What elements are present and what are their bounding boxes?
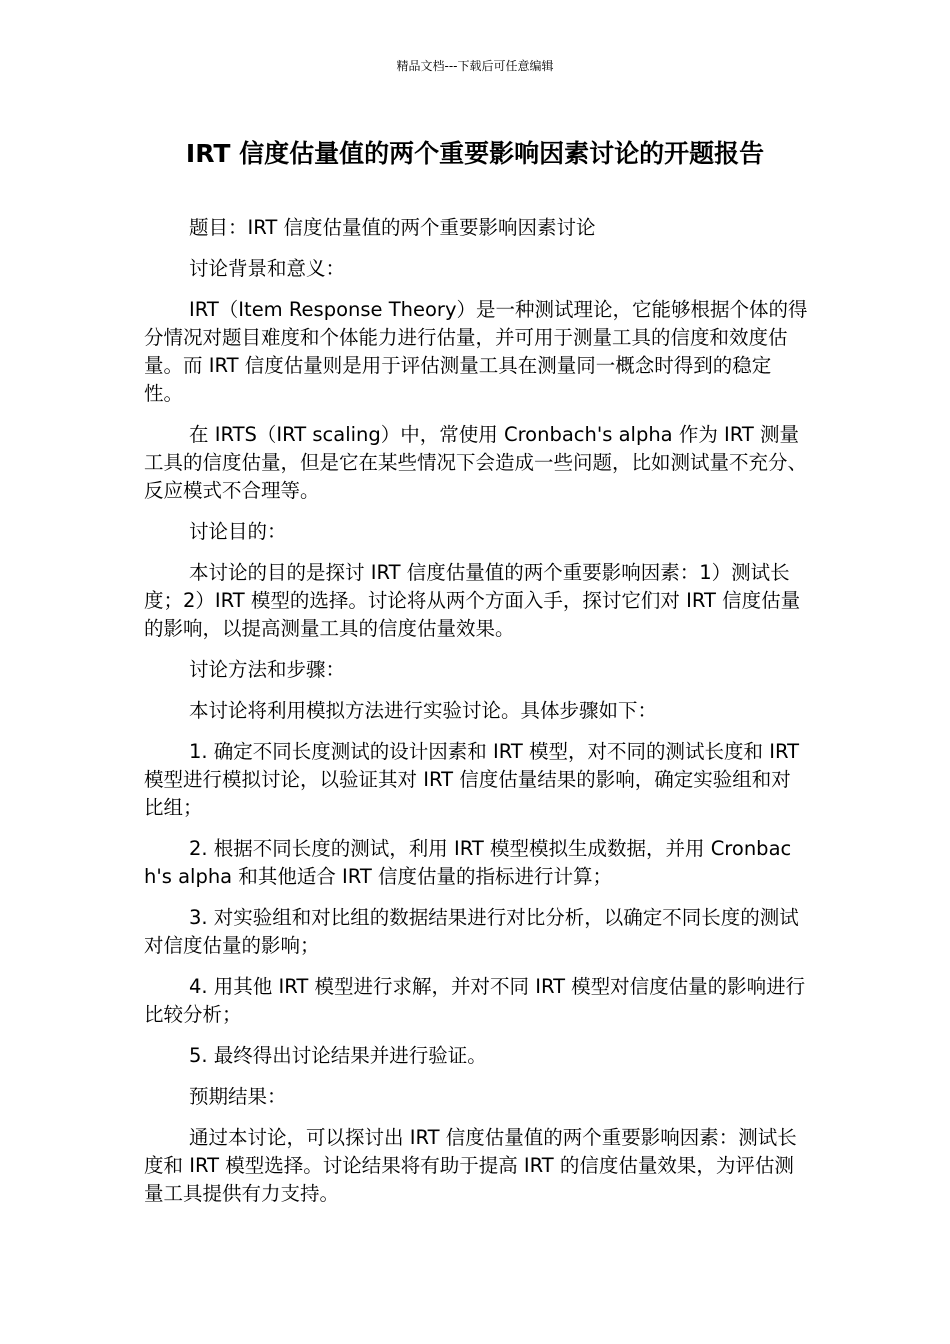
step-1: 1. 确定不同长度测试的设计因素和 IRT 模型，对不同的测试长度和 IRT 模型进行模拟讨论，以验证其对 IRT 信度估量结果的影响，确定实验组和对比组； [144,740,799,819]
paragraph-expected-results: 通过本讨论，可以探讨出 IRT 信度估量值的两个重要影响因素：测试长度和 IRT 模型选择。讨论结果将有助于提高 IRT 的信度估量效果，为评估测量工具提供有力支持。 [144,1126,797,1205]
heading-background: 讨论背景和意义： [189,257,346,280]
document-title: IRT 信度估量值的两个重要影响因素讨论的开题报告 [185,139,765,168]
step-4: 4. 用其他 IRT 模型进行求解，并对不同 IRT 模型对信度估量的影响进行比较分析； [144,975,806,1026]
heading-expected-results: 预期结果： [189,1085,287,1108]
step-3: 3. 对实验组和对比组的数据结果进行对比分析，以确定不同长度的测试对信度估量的影响； [144,906,799,957]
header-note: 精品文档---下载后可任意编辑 [396,59,554,73]
paragraph-background-1: IRT（Item Response Theory）是一种测试理论，它能够根据个体的得分情况对题目难度和个体能力进行估量，并可用于测量工具的信度和效度估量。而 IRT 信度估量则是用于评估测量工具在测量同一概念时得到的稳定性。 [144,298,808,405]
step-2: 2. 根据不同长度的测试，利用 IRT 模型模拟生成数据，并用 Cronbach's alpha 和其他适合 IRT 信度估量的指标进行计算； [144,837,792,888]
step-5: 5. 最终得出讨论结果并进行验证。 [189,1044,487,1067]
heading-methods: 讨论方法和步骤： [189,658,346,681]
paragraph-methods-intro: 本讨论将利用模拟方法进行实验讨论。具体步骤如下： [189,699,658,722]
paragraph-background-2: 在 IRTS（IRT scaling）中，常使用 Cronbach's alpha 作为 IRT 测量工具的信度估量，但是它在某些情况下会造成一些问题，比如测试量不充分、反应模式不合理等。 [144,423,808,502]
document-body [144,214,808,1221]
paragraph-purpose: 本讨论的目的是探讨 IRT 信度估量值的两个重要影响因素：1）测试长度；2）IRT 模型的选择。讨论将从两个方面入手，探讨它们对 IRT 信度估量的影响，以提高测量工具的信度估量效果。 [144,561,801,640]
heading-purpose: 讨论目的： [189,520,287,543]
paragraph-topic: 题目：IRT 信度估量值的两个重要影响因素讨论 [189,216,596,239]
